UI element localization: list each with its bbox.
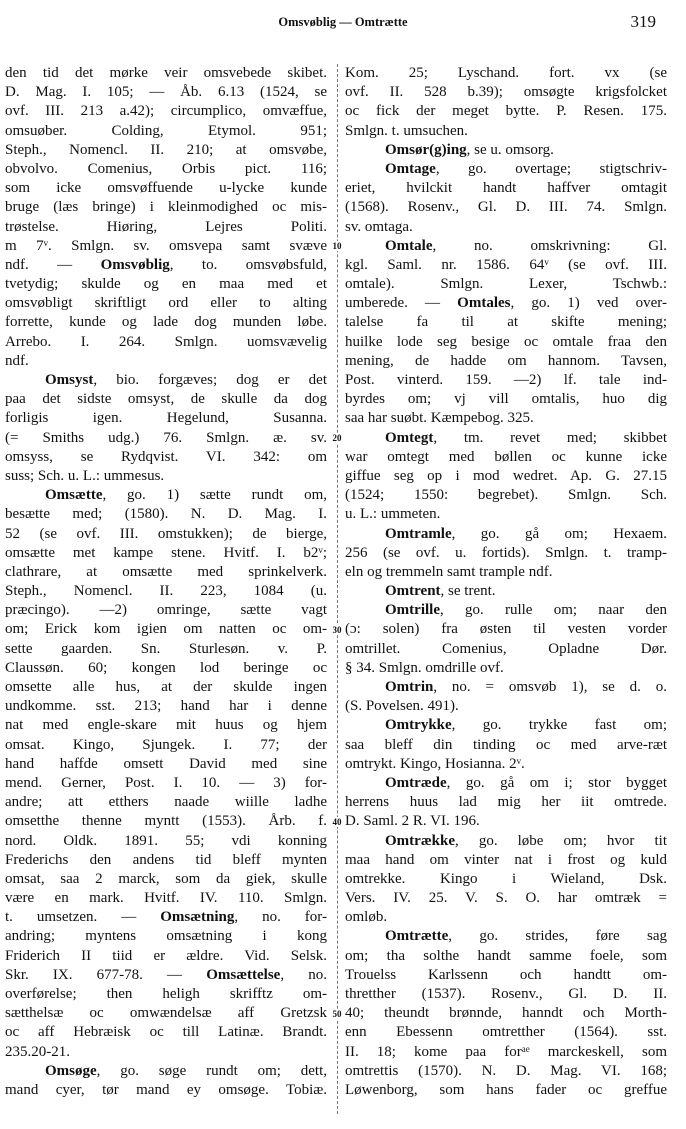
line-text: , se u. omsorg. <box>466 141 554 158</box>
line-text: tvetydig; skulde og en maa med et <box>5 276 327 293</box>
line-text: sætthelsæ oc omwændelsæ aff Gretzsk <box>5 1005 327 1022</box>
line-text: , go. strides, føre sag <box>448 928 667 945</box>
entry-first-line <box>345 429 667 448</box>
line-text: præcingo). —2) omringe, sætte vagt <box>5 602 327 619</box>
headword: Omtegt <box>385 429 434 446</box>
line-text: overførelse; then heligh skrifftz om- <box>5 986 327 1002</box>
entry-first-line <box>345 141 667 160</box>
line-text: oc aff Hebræisk oc till Latinæ. Brandt. <box>5 1024 327 1041</box>
line-text: suss; Sch. u. L.: ummesus. <box>5 467 165 484</box>
text-line <box>5 793 327 812</box>
line-text: t. umsetzen. — <box>5 909 161 926</box>
line-text: om; Erick kom igien om natten oc om- <box>5 621 327 638</box>
line-text: ovf. III. 213 a.42); circumplico, omvæffue, <box>5 103 327 120</box>
line-text: , go. gå om i; stor bygget <box>446 774 667 791</box>
line-text: saa har suøbt. Kæmpebog. 325. <box>345 410 534 427</box>
line-text: Post. vinterd. 159. —2) lf. tale ind- <box>345 372 667 388</box>
text-line <box>345 467 667 486</box>
line-text: 40; theundt brønnde, hanndt och Morth- <box>345 1005 667 1022</box>
text-line <box>5 947 327 966</box>
text-line <box>5 390 327 409</box>
text-line <box>345 985 667 1004</box>
line-text: den tid det mørke veir omsvebede skibet. <box>5 65 327 81</box>
text-line <box>345 294 667 313</box>
line-text: nord. Oldk. 1891. 55; vdi konning <box>5 832 327 849</box>
line-text: , go. 1) sætte rundt om, <box>102 487 327 504</box>
line-number-marker: 30 <box>330 625 344 635</box>
line-text: omtrillet. Comenius, Opladne Dør. <box>345 640 667 657</box>
line-text: , no. omskrivning: Gl. <box>432 237 667 254</box>
line-text: kgl. Saml. nr. 1586. 64ᵛ (se ovf. III. <box>345 256 667 273</box>
line-text: war omtegt med bøllen oc kunne icke <box>345 448 667 465</box>
line-text: mand cyer, tør mand ey omsøge. Tobiæ. <box>5 1081 327 1098</box>
line-text: ndf. — <box>5 256 101 273</box>
text-line <box>5 1043 327 1062</box>
column-divider <box>337 64 338 1114</box>
headword: Omtramle <box>385 525 452 542</box>
line-text: omsetthe thenne myntt (1553). Årb. f. <box>5 813 327 830</box>
line-text: Arrebo. I. 264. Smlgn. uomsvævelig <box>5 333 327 350</box>
line-text: , go. løbe om; hvor tit <box>455 832 667 849</box>
page-header <box>0 12 686 32</box>
text-line <box>5 313 327 332</box>
text-line <box>345 889 667 908</box>
line-text: sv. omtaga. <box>345 218 413 235</box>
text-line <box>345 448 667 467</box>
text-line <box>345 659 667 678</box>
line-text: ovf. II. 528 b.39); omsøgte krigsfolcket <box>345 84 667 101</box>
line-text: maa hand om vinter nat i frost og kuld <box>345 851 667 868</box>
text-line <box>5 851 327 870</box>
headword: Omtrykke <box>385 717 452 734</box>
line-number-marker: 50 <box>330 1009 344 1019</box>
line-text: (= Smiths udg.) 76. Smlgn. æ. sv. <box>5 429 327 446</box>
text-line <box>345 486 667 505</box>
line-text: trøstelse. Hiøring, Lejres Politi. <box>5 218 327 235</box>
text-line <box>345 620 667 639</box>
headword: Omtale <box>385 237 433 254</box>
headword: Omtrent <box>385 583 441 600</box>
entry-first-line <box>345 774 667 793</box>
text-line <box>5 832 327 851</box>
line-text: ndf. <box>5 352 29 369</box>
text-line <box>345 793 667 812</box>
text-line <box>5 198 327 217</box>
text-line <box>345 64 667 83</box>
entry-first-line <box>345 237 667 256</box>
line-text: omsuøber. Colding, Etymol. 951; <box>5 122 327 139</box>
entry-first-line <box>345 716 667 735</box>
line-text: paa det sidste omsyst, de skulle da dog <box>5 391 327 408</box>
line-text: , bio. forgæves; dog er det <box>93 372 327 388</box>
line-text: , go. rulle om; naar den <box>439 602 667 619</box>
entry-first-line <box>5 486 327 505</box>
text-line <box>345 390 667 409</box>
text-line <box>345 640 667 659</box>
headword: Omtræde <box>385 774 447 791</box>
text-line <box>345 870 667 889</box>
line-text: som icke omsvøffuende u-lycke kunde <box>5 180 327 197</box>
text-line <box>5 755 327 774</box>
text-line <box>345 313 667 332</box>
line-text: omtrettis (1570). N. D. Mag. VI. 168; <box>345 1062 667 1079</box>
text-line <box>5 333 327 352</box>
entry-first-line <box>345 160 667 179</box>
line-text: 235.20-21. <box>5 1043 70 1060</box>
line-text: besætte med; (1580). N. D. Mag. I. <box>5 506 327 523</box>
line-text: Skr. IX. 677-78. — <box>5 966 207 983</box>
text-line <box>5 352 327 371</box>
entry-first-line <box>345 525 667 544</box>
text-line <box>5 102 327 121</box>
text-line <box>345 352 667 371</box>
text-line <box>345 409 667 428</box>
headword: Omtrin <box>385 679 434 695</box>
line-text: andre; att etthers naade wiille ladhe <box>5 794 327 811</box>
text-line <box>345 102 667 121</box>
line-text: Frederichs den andens tid bleff mynten <box>5 851 327 868</box>
line-text: om; tha solthe handt samme foele, som <box>345 947 667 964</box>
text-line <box>5 774 327 793</box>
line-text: Vers. IV. 25. V. S. O. har omtræk = <box>345 890 667 907</box>
text-line <box>5 985 327 1004</box>
line-text: , se trent. <box>440 583 496 600</box>
headword: Omtales <box>457 295 511 312</box>
text-line <box>345 505 667 524</box>
text-line <box>345 122 667 141</box>
line-text: omsvøbligt skriftligt ord eller to alting <box>5 295 327 312</box>
text-line <box>5 294 327 313</box>
text-line <box>345 544 667 563</box>
running-head: Omsvøblig — Omtrætte <box>278 15 408 29</box>
text-line <box>345 966 667 985</box>
text-line <box>5 908 327 927</box>
line-text: 52 (se ovf. III. omstukken); de bierge, <box>5 525 327 542</box>
text-line <box>5 812 327 831</box>
line-text: u. L.: ummeten. <box>345 506 441 523</box>
headword: Omsætning <box>160 909 235 926</box>
text-line <box>5 966 327 985</box>
text-line <box>345 851 667 870</box>
text-line <box>5 1004 327 1023</box>
entry-first-line <box>345 601 667 620</box>
text-line <box>5 179 327 198</box>
line-text: undkomme. sst. 213; hand har i denne <box>5 698 327 715</box>
text-line <box>345 697 667 716</box>
text-line <box>345 1043 667 1062</box>
line-text: nat med engle-skare mit huus og hjem <box>5 717 327 734</box>
line-text: omsat. Kingo, Sjungek. I. 77; der <box>5 736 327 753</box>
text-line <box>5 256 327 275</box>
text-line <box>5 467 327 486</box>
text-line <box>5 409 327 428</box>
text-line <box>345 1081 667 1100</box>
line-text: Kom. 25; Lyschand. fort. vx (se <box>345 65 667 81</box>
text-line <box>5 563 327 582</box>
line-text: enn Ebessenn omtretther (1564). sst. <box>345 1024 667 1041</box>
text-line <box>5 697 327 716</box>
text-line <box>345 736 667 755</box>
line-text: saa bleff din tinding oc med arve-ræt <box>345 736 667 753</box>
entry-first-line <box>345 582 667 601</box>
text-line <box>345 755 667 774</box>
entry-first-line <box>345 832 667 851</box>
line-text: , tm. revet med; skibbet <box>433 429 667 446</box>
line-text: , go. trykke fast om; <box>451 717 667 734</box>
text-line <box>345 563 667 582</box>
text-line <box>5 544 327 563</box>
line-text: (1524; 1550: begrebet). Smlgn. Sch. <box>345 487 667 504</box>
line-text: (1568). Rosenv., Gl. D. III. 74. Smlgn. <box>345 199 667 216</box>
line-text: clathrare, at omsætte med sprinkelverk. <box>5 563 327 580</box>
text-line <box>345 198 667 217</box>
line-text: giffue seg op i mod wedret. Ap. G. 27.15 <box>345 467 667 484</box>
line-text: omsyss, se Rydqvist. VI. 342: om <box>5 448 327 465</box>
text-line <box>5 429 327 448</box>
line-text: mening, de hadde om hannom. Tavsen, <box>345 352 667 369</box>
line-text: omtale). Smlgn. Lexer, Tschwb.: <box>345 276 667 293</box>
line-text: obvolvo. Comenius, Orbis pict. 116; <box>5 160 327 177</box>
line-text: umberede. — <box>345 295 458 312</box>
line-number-marker: 10 <box>330 241 344 251</box>
line-text: , to. omsvøbsfuld, <box>169 256 327 273</box>
text-line <box>5 218 327 237</box>
line-text: (S. Povelsen. 491). <box>345 698 459 715</box>
line-text: thretther (1537). Rosenv., Gl. D. II. <box>345 986 667 1002</box>
line-text: omtrykt. Kingo, Hosianna. 2ᵛ. <box>345 755 525 772</box>
line-text: , no. <box>280 966 327 983</box>
line-number-marker: 40 <box>330 817 344 827</box>
text-line <box>345 256 667 275</box>
line-text: være en mark. Hvitf. IV. 110. Smlgn. <box>5 890 327 907</box>
line-text: Smlgn. t. umsuchen. <box>345 122 468 139</box>
text-line <box>5 716 327 735</box>
text-line <box>5 525 327 544</box>
text-line <box>5 927 327 946</box>
line-text: oc fick der meget bytte. P. Resen. 175. <box>345 103 667 120</box>
text-line <box>345 179 667 198</box>
line-text: bruge (læs bringe) i kleinmodighed oc mis- <box>5 199 327 216</box>
line-text: Steph., Nomencl. II. 210; at omsvøbe, <box>5 141 327 158</box>
text-line <box>5 736 327 755</box>
line-text: Løwenborg, som hans fader oc greffue <box>345 1081 667 1098</box>
entry-first-line <box>5 1062 327 1081</box>
text-line <box>5 141 327 160</box>
line-text: talelse fa til at skifte mening; <box>345 314 667 331</box>
line-text: eriet, hvilckit handt haffver omtagit <box>345 180 667 197</box>
text-line <box>5 505 327 524</box>
line-text: D. Saml. 2 R. VI. 196. <box>345 813 480 830</box>
entry-first-line <box>5 371 327 390</box>
text-line <box>5 889 327 908</box>
text-line <box>345 1023 667 1042</box>
line-number-marker: 20 <box>330 433 344 443</box>
line-text: 256 (se ovf. u. fortids). Smlgn. t. tramp- <box>345 544 667 561</box>
headword: Omtage <box>385 160 436 177</box>
text-line <box>345 1004 667 1023</box>
text-line <box>5 640 327 659</box>
line-text: herrens huus lad mig her iit omtrede. <box>345 794 667 811</box>
line-text: D. Mag. I. 105; — Åb. 6.13 (1524, se <box>5 84 327 101</box>
line-text: sette gaarden. Sn. Sturlesøn. v. P. <box>5 640 327 657</box>
text-line <box>5 160 327 179</box>
line-text: omsette alle hus, at der skulde ingen <box>5 679 327 695</box>
text-line <box>345 218 667 237</box>
headword: Omtrække <box>385 832 455 849</box>
line-text: , go. 1) ved over- <box>510 295 667 312</box>
line-text: omsætte met kampe stene. Hvitf. I. b2ᵛ; <box>5 544 327 561</box>
line-text: eln og tremmeln samt trample ndf. <box>345 563 553 580</box>
headword: Omsætte <box>45 487 103 504</box>
text-line <box>345 83 667 102</box>
page-number: 319 <box>630 12 656 31</box>
right-column <box>345 64 667 1100</box>
line-text: forligis igen. Hegelund, Susanna. <box>5 410 327 427</box>
text-line <box>5 275 327 294</box>
text-line <box>345 947 667 966</box>
headword: Omtrætte <box>385 928 449 945</box>
text-line <box>5 448 327 467</box>
line-text: Friderich II tiid er ældre. Vid. Selsk. <box>5 947 327 964</box>
line-text: § 34. Smlgn. omdrille ovf. <box>345 659 504 676</box>
line-text: , go. søge rundt om; dett, <box>96 1062 327 1079</box>
text-line <box>345 275 667 294</box>
text-line <box>5 237 327 256</box>
headword: Omsør(g)ing <box>385 141 467 158</box>
line-text: huilke lode seg besige oc omtale fraa den <box>345 333 667 350</box>
line-text: hand haffde omsett David med sine <box>5 755 327 772</box>
line-text: byrdes om; vj vill omtalis, huo dig <box>345 391 667 408</box>
text-line <box>345 371 667 390</box>
text-line <box>5 601 327 620</box>
text-line <box>345 1062 667 1081</box>
line-text: , go. overtage; stigtschriv- <box>435 160 667 177</box>
line-text: (ɔ: solen) fra østen til vesten vorder <box>345 621 667 638</box>
text-line <box>5 83 327 102</box>
text-line <box>5 1023 327 1042</box>
headword: Omsvøblig <box>100 256 170 273</box>
headword: Omsættelse <box>206 966 281 983</box>
entry-first-line <box>345 927 667 946</box>
line-text: omløb. <box>345 909 388 926</box>
headword: Omsyst <box>45 372 94 388</box>
line-text: II. 18; kome paa forᵃᵉ marckeskell, som <box>345 1043 667 1060</box>
left-column <box>5 64 327 1100</box>
line-text: Trouelss Karlssenn och handtt om- <box>345 966 667 983</box>
line-text: , no. = omsvøb 1), se d. o. <box>433 679 667 695</box>
headword: Omsøge <box>45 1062 97 1079</box>
line-text: andring; myntens omsætning i kong <box>5 928 327 945</box>
text-line <box>5 1081 327 1100</box>
line-text: Steph., Nomencl. II. 223, 1084 (u. <box>5 583 327 600</box>
text-line <box>5 620 327 639</box>
text-line <box>345 333 667 352</box>
entry-first-line <box>345 678 667 697</box>
text-line <box>5 64 327 83</box>
text-line <box>5 122 327 141</box>
text-line <box>345 908 667 927</box>
line-text: omsat, saa 2 marck, som da giek, skulle <box>5 870 327 887</box>
text-line <box>5 870 327 889</box>
text-line <box>5 659 327 678</box>
line-text: , go. gå om; Hexaem. <box>451 525 667 542</box>
line-text: mend. Gerner, Post. I. 10. — 3) for- <box>5 774 327 791</box>
text-line <box>5 678 327 697</box>
line-text: Claussøn. 60; kongen lod beringe oc <box>5 659 327 676</box>
text-line <box>5 582 327 601</box>
headword: Omtrille <box>385 602 440 619</box>
line-text: forrette, kunde og lade dog munden løbe. <box>5 314 327 331</box>
line-text: omtrekke. Kingo i Wieland, Dsk. <box>345 870 667 887</box>
text-line <box>345 812 667 831</box>
line-text: m 7ᵛ. Smlgn. sv. omsvepa samt svæve <box>5 237 327 254</box>
line-text: , no. for- <box>234 909 327 926</box>
